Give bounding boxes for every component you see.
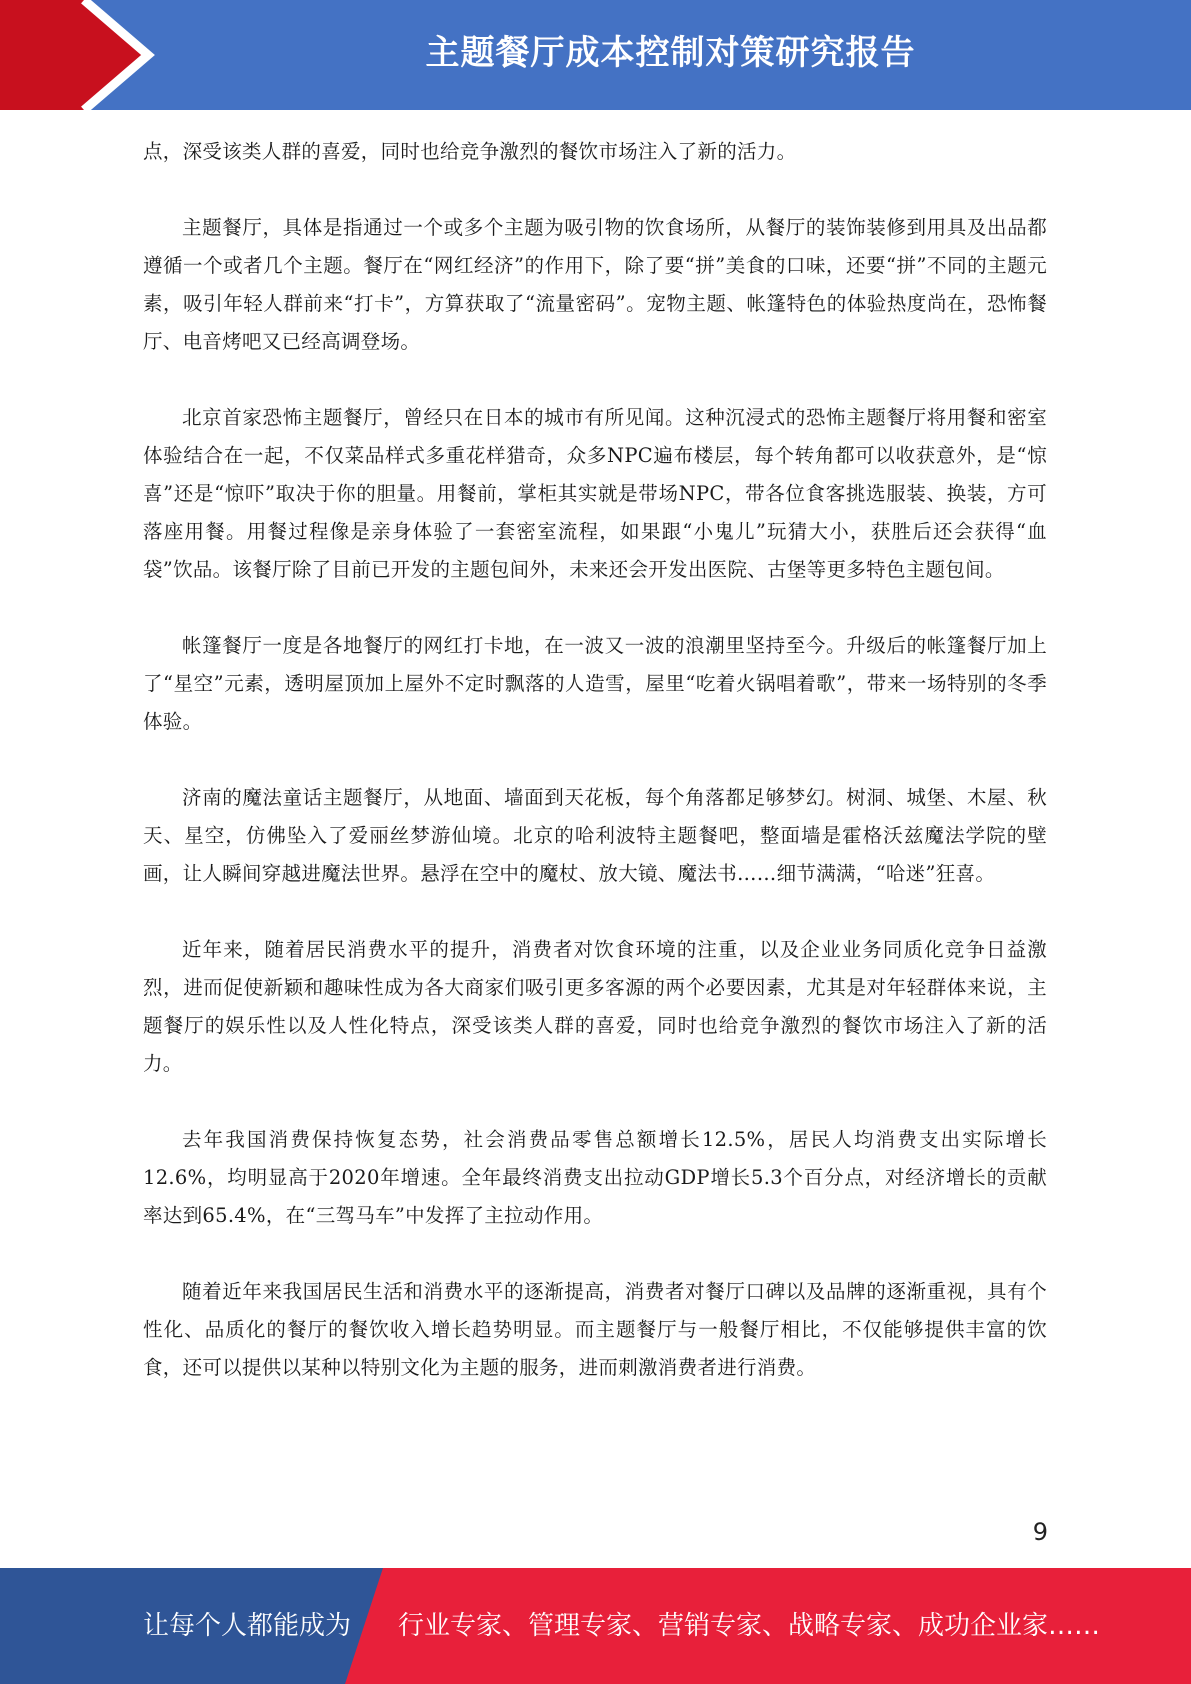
paragraph: 去年我国消费保持恢复态势，社会消费品零售总额增长12.5%，居民人均消费支出实际增长12.6%，均明显高于2020年增速。全年最终消费支出拉动GDP增长5.3个百分点，对经济增长的贡献率达到65.4%，在“三驾马车”中发挥了主拉动作用。 <box>143 1128 1047 1227</box>
paragraph: 济南的魔法童话主题餐厅，从地面、墙面到天花板，每个角落都足够梦幻。树洞、城堡、木屋、秋天、星空，仿佛坠入了爱丽丝梦游仙境。北京的哈利波特主题餐吧，整面墙是霍格沃兹魔法学院的壁画，让人瞬间穿越进魔法世界。悬浮在空中的魔杖、放大镜、魔法书……细节满满，“哈迷”狂喜。 <box>143 786 1047 885</box>
document-title: 主题餐厅成本控制对策研究报告 <box>425 33 916 73</box>
footer-slogan-left: 让每个人都能成为 <box>143 1611 352 1641</box>
page-number: 9 <box>1032 1518 1048 1546</box>
paragraph: 近年来，随着居民消费水平的提升，消费者对饮食环境的注重，以及企业业务同质化竞争日益激烈，进而促使新颖和趣味性成为各大商家们吸引更多客源的两个必要因素，尤其是对年轻群体来说，主题餐厅的娱乐性以及人性化特点，深受该类人群的喜爱，同时也给竞争激烈的餐饮市场注入了新的活力。 <box>143 938 1047 1075</box>
paragraph: 帐篷餐厅一度是各地餐厅的网红打卡地，在一波又一波的浪潮里坚持至今。升级后的帐篷餐厅加上了“星空”元素，透明屋顶加上屋外不定时飘落的人造雪，屋里“吃着火锅唱着歌”，带来一场特别的冬季体验。 <box>143 634 1047 733</box>
paragraph: 主题餐厅，具体是指通过一个或多个主题为吸引物的饮食场所，从餐厅的装饰装修到用具及出品都遵循一个或者几个主题。餐厅在“网红经济”的作用下，除了要“拼”美食的口味，还要“拼”不同的主题元素，吸引年轻人群前来“打卡”，方算获取了“流量密码”。宠物主题、帐篷特色的体验热度尚在，恐怖餐厅、电音烤吧又已经高调登场。 <box>143 216 1047 353</box>
footer-slogan-right: 行业专家、管理专家、营销专家、战略专家、成功企业家…… <box>398 1611 1101 1641</box>
paragraph-continued: 点，深受该类人群的喜爱，同时也给竞争激烈的餐饮市场注入了新的活力。 <box>143 140 797 163</box>
header-banner <box>0 0 1191 110</box>
body-content <box>143 133 1047 1425</box>
paragraph: 北京首家恐怖主题餐厅，曾经只在日本的城市有所见闻。这种沉浸式的恐怖主题餐厅将用餐和密室体验结合在一起，不仅菜品样式多重花样猎奇，众多NPC遍布楼层，每个转角都可以收获意外，是“惊喜”还是“惊吓”取决于你的胆量。用餐前，掌柜其实就是带场NPC，带各位食客挑选服装、换装，方可落座用餐。用餐过程像是亲身体验了一套密室流程，如果跟“小鬼儿”玩猜大小，获胜后还会获得“血袋”饮品。该餐厅除了目前已开发的主题包间外，未来还会开发出医院、古堡等更多特色主题包间。 <box>143 406 1047 581</box>
footer-banner <box>0 1568 1191 1684</box>
paragraph: 随着近年来我国居民生活和消费水平的逐渐提高，消费者对餐厅口碑以及品牌的逐渐重视，具有个性化、品质化的餐厅的餐饮收入增长趋势明显。而主题餐厅与一般餐厅相比，不仅能够提供丰富的饮食，还可以提供以某种以特别文化为主题的服务，进而刺激消费者进行消费。 <box>143 1280 1047 1379</box>
